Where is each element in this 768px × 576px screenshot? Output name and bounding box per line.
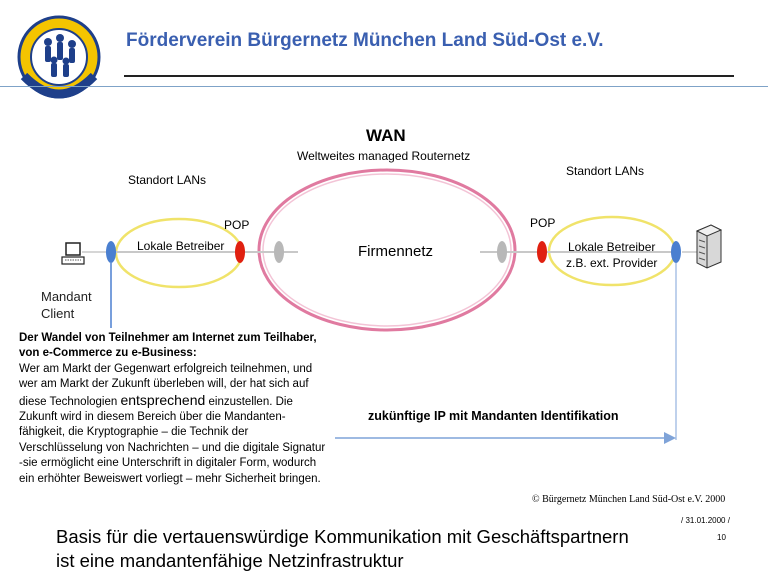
ip-arrow <box>335 432 676 444</box>
server-icon <box>697 225 721 268</box>
ip-identification-label: zukünftige IP mit Mandanten Identifikation <box>368 409 619 423</box>
copyright-notice: © Bürgernetz München Land Süd-Ost e.V. 2000 <box>532 494 726 505</box>
pop-left-label: POP <box>224 218 250 232</box>
mandant-line1: Mandant <box>41 289 92 304</box>
description-part2: einzustellen. Die Zukunft wird in diesem Bereich über die Mandanten-fähigkeit, die Kryptographie – die Technik der Verschlüsselung von Nachrichten – und die digitale Signatur -sie ermöglicht eine Unterschrift in digitaler Form, wodurch ein erhöhter Beweiswert vorliegt – mehr Sicherheit bringen. <box>19 395 326 485</box>
standort-right-label: Standort LANs <box>566 164 645 178</box>
header-divider-blue <box>0 86 768 87</box>
logo <box>19 17 99 97</box>
gray-node-left <box>274 241 284 263</box>
mandant-line2: Client <box>41 306 75 321</box>
wan-subtitle: Weltweites managed Routernetz <box>297 149 471 163</box>
pop-right-label: POP <box>530 216 556 230</box>
description-emphasis: entsprechend <box>120 391 206 408</box>
endpoint-right-node <box>671 241 681 263</box>
pop-right-node <box>537 241 547 263</box>
bottom-line2: ist eine mandantenfähige Netzinfrastruktur <box>56 550 404 571</box>
wan-title: WAN <box>366 126 406 145</box>
header-divider <box>124 75 734 77</box>
mandant-client-label <box>41 288 92 322</box>
endpoint-left-node <box>106 241 116 263</box>
lokale-betreiber-left-label: Lokale Betreiber <box>137 239 225 253</box>
description-part1: Wer am Markt der Gegenwart erfolgreich teilnehmen, und wer am Markt der Zukunft überleben will, der hat sich auf diese Technologien <box>19 362 313 408</box>
pop-left-node <box>235 241 245 263</box>
bottom-statement <box>56 525 629 573</box>
standort-left-label: Standort LANs <box>128 173 207 187</box>
lokale-right-line2: z.B. ext. Provider <box>566 256 658 270</box>
description-text-block <box>19 331 331 487</box>
lokale-betreiber-right-label <box>566 239 657 271</box>
page-title: Förderverein Bürgernetz München Land Süd-Ost e.V. <box>126 30 604 51</box>
slide-date: / 31.01.2000 / <box>681 516 730 525</box>
description-heading: Der Wandel von Teilnehmer am Internet zum Teilhaber, von e-Commerce zu e-Business: <box>19 332 317 360</box>
gray-node-right <box>497 241 507 263</box>
lokale-right-line1: Lokale Betreiber <box>567 240 656 254</box>
bottom-line1: Basis für die vertauenswürdige Kommunikation mit Geschäftspartnern <box>56 526 629 547</box>
computer-icon <box>62 243 84 264</box>
firmennetz-label: Firmennetz <box>358 243 434 260</box>
page-number: 10 <box>717 533 726 542</box>
